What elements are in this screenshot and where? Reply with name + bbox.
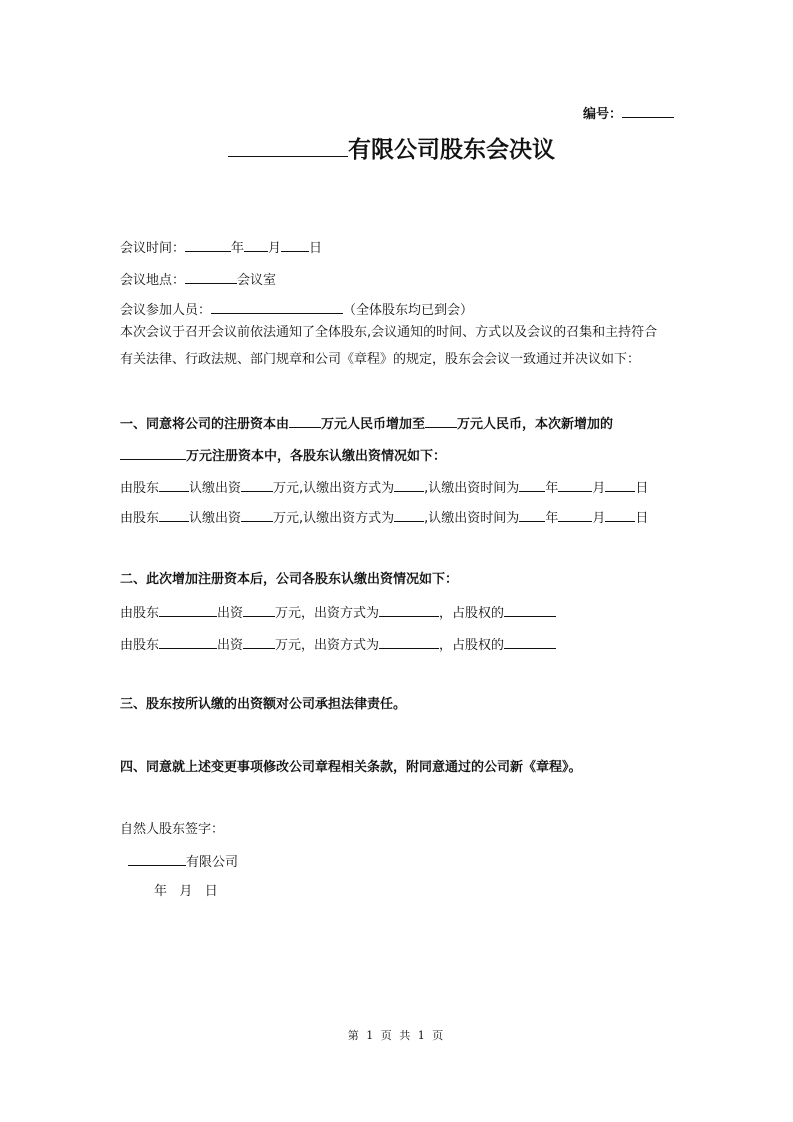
company-signature <box>128 852 238 872</box>
natural-person-signature-label: 自然人股东签字： <box>120 822 225 837</box>
shareholder-label: 由股东 <box>120 511 160 526</box>
shareholder-label: 由股东 <box>120 481 160 496</box>
blank <box>228 134 348 157</box>
item-4-text: 四、同意就上述变更事项修改公司章程相关条款，附同意通过的公司新《章程》。 <box>120 760 582 775</box>
item-1-line-2 <box>120 446 446 466</box>
method-label: 万元，出资方式为 <box>275 606 380 621</box>
blank <box>605 478 635 492</box>
blank <box>211 300 343 314</box>
attendees-note: （全体股东均已到会） <box>343 303 474 318</box>
time-label: ,认缴出资时间为 <box>424 481 520 496</box>
intro-line-2: 有关法律、行政法规、部门规章和公司《章程》的规定，股东会会议一致通过并决议如下： <box>120 352 641 367</box>
blank <box>289 414 321 428</box>
day-label: 日 <box>309 241 323 256</box>
method-label: 万元，出资方式为 <box>275 638 380 653</box>
method-label: 万元,认缴出资方式为 <box>273 511 395 526</box>
blank <box>558 478 592 492</box>
blank <box>159 478 189 492</box>
time-label: ,认缴出资时间为 <box>424 511 520 526</box>
item-3-text: 三、股东按所认缴的出资额对公司承担法律责任。 <box>120 697 407 712</box>
room-label: 会议室 <box>237 273 277 288</box>
blank <box>519 478 545 492</box>
shareholder-label: 由股东 <box>120 606 160 621</box>
item-2-heading: 二、此次增加注册资本后，公司各股东认缴出资情况如下： <box>120 572 459 587</box>
item-1-text-a: 一、同意将公司的注册资本由 <box>120 417 290 432</box>
item-1-heading <box>120 414 613 434</box>
day-label: 日 <box>635 481 649 496</box>
blank <box>159 603 217 617</box>
page-footer: 第 1 页 共 1 页 <box>347 1029 446 1042</box>
blank <box>605 508 635 522</box>
subscribe-label: 认缴出资 <box>189 481 242 496</box>
blank <box>128 852 186 866</box>
item-1-text-b: 万元人民币增加至 <box>321 417 426 432</box>
contribution-label: 出资 <box>217 638 244 653</box>
attendees-label: 会议参加人员： <box>120 303 212 318</box>
item-1-text-c: 万元人民币，本次新增加的 <box>457 417 614 432</box>
day-label: 日 <box>635 511 649 526</box>
blank <box>504 603 556 617</box>
month-label: 月 <box>268 241 282 256</box>
blank <box>379 635 439 649</box>
method-label: 万元,认缴出资方式为 <box>273 481 395 496</box>
signature-date: 年 月 日 <box>154 884 218 899</box>
company-label: 有限公司 <box>186 855 239 870</box>
blank <box>519 508 545 522</box>
document-number-label: 编号： <box>582 107 622 122</box>
intro-line-1: 本次会议于召开会议前依法通知了全体股东,会议通知的时间、方式以及会议的召集和主持符合 <box>120 325 658 340</box>
item-2-row-1 <box>120 603 556 623</box>
meeting-time <box>120 238 322 258</box>
subscribe-label: 认缴出资 <box>189 511 242 526</box>
blank <box>159 508 189 522</box>
meeting-place <box>120 270 276 290</box>
blank <box>243 635 275 649</box>
item-1-row-2 <box>120 508 648 528</box>
meeting-time-label: 会议时间： <box>120 241 186 256</box>
blank <box>244 238 268 252</box>
year-label: 年 <box>545 481 559 496</box>
blank <box>281 238 309 252</box>
equity-label: ，占股权的 <box>439 606 505 621</box>
shareholder-label: 由股东 <box>120 638 160 653</box>
month-label: 月 <box>592 481 606 496</box>
item-1-row-1 <box>120 478 648 498</box>
year-label: 年 <box>231 241 245 256</box>
blank <box>379 603 439 617</box>
blank <box>241 508 273 522</box>
blank <box>394 508 424 522</box>
blank <box>558 508 592 522</box>
blank <box>185 238 231 252</box>
meeting-attendees <box>120 300 473 320</box>
year-label: 年 <box>545 511 559 526</box>
blank <box>425 414 457 428</box>
meeting-place-label: 会议地点： <box>120 273 186 288</box>
blank <box>394 478 424 492</box>
item-2-row-2 <box>120 635 556 655</box>
blank <box>622 104 674 118</box>
equity-label: ，占股权的 <box>439 638 505 653</box>
blank <box>243 603 275 617</box>
title-text: 有限公司股东会决议 <box>348 137 555 163</box>
blank <box>159 635 217 649</box>
item-1-line-2-text: 万元注册资本中，各股东认缴出资情况如下： <box>186 449 447 464</box>
document-number <box>583 103 674 122</box>
blank <box>120 446 186 460</box>
blank <box>504 635 556 649</box>
blank <box>185 270 237 284</box>
blank <box>241 478 273 492</box>
month-label: 月 <box>592 511 606 526</box>
page-title <box>228 134 555 165</box>
contribution-label: 出资 <box>217 606 244 621</box>
